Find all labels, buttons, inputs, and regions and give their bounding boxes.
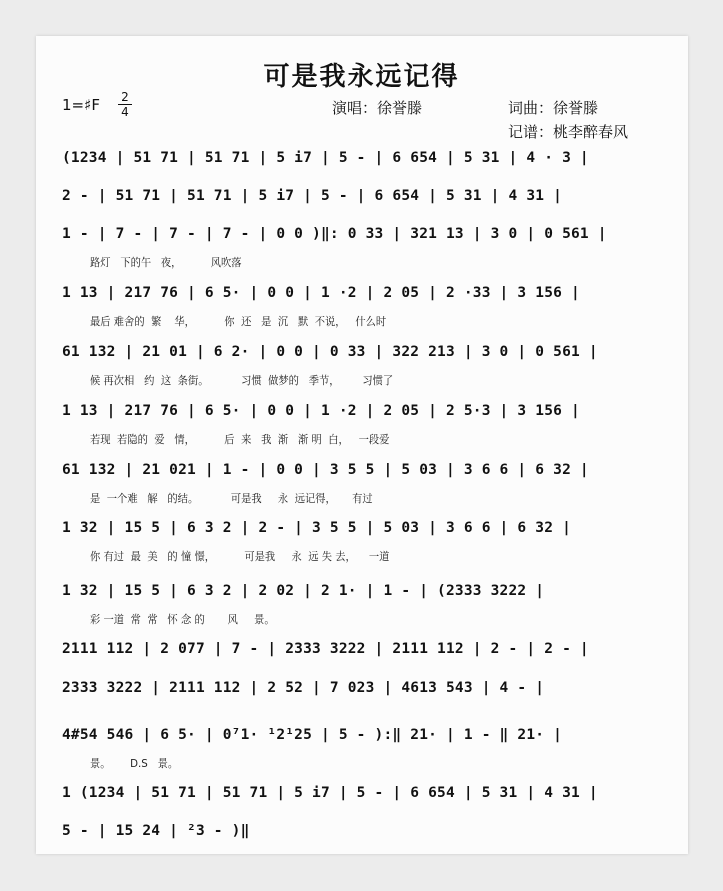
- time-denominator: 4: [121, 105, 129, 119]
- song-title: 可是我永远记得: [263, 62, 460, 92]
- staff-notes: 1 13 | 217 76 | 6 5· | 0 0 | 1 ·2 | 2 05 | 2 5·3 | 3 156 |: [62, 403, 580, 419]
- staff-notes: 61 132 | 21 021 | 1 - | 0 0 | 3 5 5 | 5 03 | 3 6 6 | 6 32 |: [62, 462, 589, 478]
- staff-line: [62, 641, 662, 671]
- staff-line: [62, 462, 662, 492]
- staff-line: [62, 285, 662, 315]
- staff-lyrics: 景。 D.S 景。: [90, 757, 179, 770]
- staff-line: [62, 520, 662, 550]
- staff-notes: 61 132 | 21 01 | 6 2· | 0 0 | 0 33 | 322 213 | 3 0 | 0 561 |: [62, 344, 598, 360]
- staff-lyrics: 你 有过 最 美 的 憧 憬， 可是我 永 远 失 去， 一道: [90, 550, 390, 563]
- staff-notes: 1 - | 7 - | 7 - | 7 - | 0 0 )‖: 0 33 | 321 13 | 3 0 | 0 561 |: [62, 226, 607, 242]
- staff-lyrics: 是 一个难 解 的结。 可是我 永 远记得， 有过: [90, 492, 373, 505]
- staff-line: [62, 150, 662, 180]
- composer-credit: 词曲：徐誉滕: [508, 99, 599, 117]
- staff-notes: 1 (1234 | 51 71 | 51 71 | 5 i7 | 5 - | 6 654 | 5 31 | 4 31 |: [62, 785, 598, 801]
- transcriber-credit: 记谱：桃李醉春风: [508, 123, 629, 141]
- staff-lyrics: 最后 难舍的 繁 华， 你 还 是 沉 默 不说， 什么时: [90, 315, 387, 328]
- staff-notes: 2 - | 51 71 | 51 71 | 5 i7 | 5 - | 6 654 | 5 31 | 4 31 |: [62, 188, 563, 204]
- staff-notes: 2111 112 | 2 077 | 7 - | 2333 3222 | 2111 112 | 2 - | 2 - |: [62, 641, 589, 657]
- staff-line: [62, 403, 662, 433]
- time-numerator: 2: [121, 90, 129, 104]
- staff-line: [62, 344, 662, 374]
- singer-credit: 演唱：徐誉滕: [332, 99, 423, 117]
- staff-notes: 4#54 546 | 6 5· | 0⁷1· ¹2¹25 | 5 - ):‖ 21· | 1 - ‖ 21· |: [62, 727, 563, 743]
- staff-line: [62, 727, 662, 757]
- staff-line: [62, 226, 662, 256]
- staff-lyrics: 路灯 下的午 夜， 风吹落: [90, 256, 242, 269]
- staff-line: [62, 785, 662, 815]
- staff-lyrics: 候 再次相 约 这 条街。 习惯 做梦的 季节， 习惯了: [90, 374, 394, 387]
- staff-notes: (1234 | 51 71 | 51 71 | 5 i7 | 5 - | 6 654 | 5 31 | 4 · 3 |: [62, 150, 589, 166]
- staff-lyrics: 彩 一道 常 常 怀 念 的 风 景。: [90, 613, 275, 626]
- staff-notes: 1 32 | 15 5 | 6 3 2 | 2 02 | 2 1· | 1 - | (2333 3222 |: [62, 583, 545, 599]
- staff-notes: 2333 3222 | 2111 112 | 2 52 | 7 023 | 4613 543 | 4 - |: [62, 680, 545, 696]
- staff-line: [62, 823, 662, 853]
- staff-line: [62, 680, 662, 710]
- staff-notes: 1 13 | 217 76 | 6 5· | 0 0 | 1 ·2 | 2 05 | 2 ·33 | 3 156 |: [62, 285, 580, 301]
- staff-line: [62, 583, 662, 613]
- staff-line: [62, 188, 662, 218]
- key-signature: 1=♯F: [62, 96, 100, 114]
- time-signature: [118, 91, 132, 118]
- staff-lyrics: 若现 若隐的 爱 情， 后 来 我 渐 渐 明 白， 一段爱: [90, 433, 390, 446]
- staff-notes: 5 - | 15 24 | ²3 - )‖: [62, 823, 250, 839]
- staff-notes: 1 32 | 15 5 | 6 3 2 | 2 - | 3 5 5 | 5 03 | 3 6 6 | 6 32 |: [62, 520, 571, 536]
